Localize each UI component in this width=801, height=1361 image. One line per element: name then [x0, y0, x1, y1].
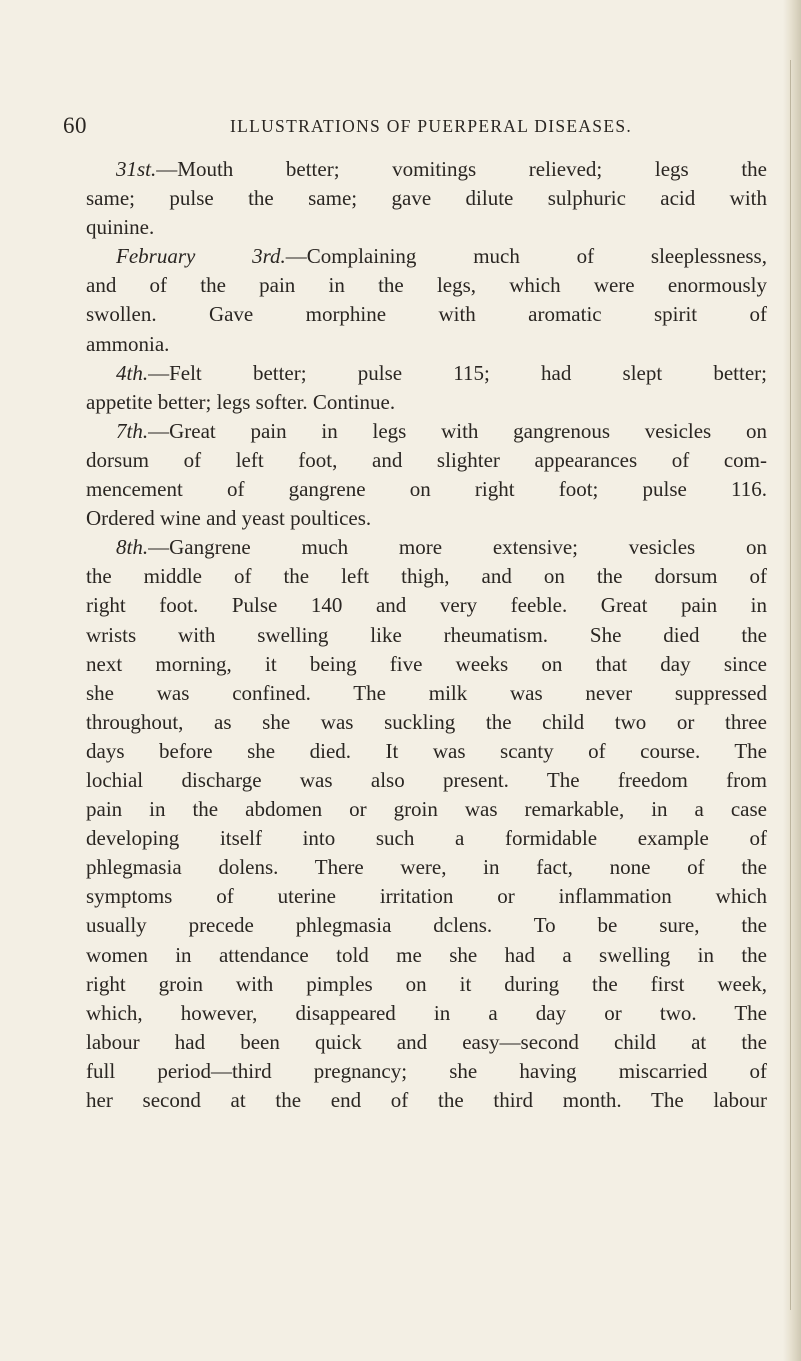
line-text: swollen. Gave morphine with aromatic spirit of	[86, 302, 767, 327]
line-text: —Complaining much of sleeplessness,	[285, 244, 767, 269]
text-line	[86, 388, 767, 417]
text-line	[86, 330, 767, 359]
text-line	[86, 970, 767, 999]
text-line	[86, 1057, 767, 1086]
text-line	[86, 650, 767, 679]
text-line	[86, 184, 767, 213]
line-text: developing itself into such a formidable example of	[86, 826, 767, 851]
text-line	[86, 882, 767, 911]
line-text: usually precede phlegmasia dclens. To be sure, the	[86, 913, 767, 938]
line-text: symptoms of uterine irritation or inflammation which	[86, 884, 767, 909]
entry-date: February 3rd.	[116, 244, 286, 269]
page-edge-line	[790, 60, 791, 1310]
text-line	[86, 737, 767, 766]
line-text: women in attendance told me she had a swelling in the	[86, 942, 767, 967]
line-text: —Felt better; pulse 115; had slept better;	[148, 360, 767, 385]
page-header	[63, 113, 703, 143]
text-line	[86, 941, 767, 970]
text-line	[86, 795, 767, 824]
text-line	[86, 999, 767, 1028]
text-line	[86, 708, 767, 737]
line-text: same; pulse the same; gave dilute sulphuric acid with	[86, 186, 767, 211]
entry-date: 7th.	[116, 418, 149, 443]
text-line	[86, 1028, 767, 1057]
line-text: full period—third pregnancy; she having miscarried of	[86, 1058, 767, 1083]
line-text: her second at the end of the third month. The labour	[86, 1088, 767, 1112]
line-text: pain in the abdomen or groin was remarkable, in a case	[86, 797, 767, 822]
line-text: days before she died. It was scanty of course. The	[86, 738, 767, 763]
line-text: Ordered wine and yeast poultices.	[86, 506, 372, 531]
line-text: ammonia.	[86, 331, 170, 356]
line-text: next morning, it being five weeks on that day since	[86, 651, 767, 676]
line-text: she was confined. The milk was never suppressed	[86, 680, 767, 705]
line-text: —Mouth better; vomitings relieved; legs the	[156, 157, 767, 181]
text-line	[86, 591, 767, 620]
entry-date: 31st.	[116, 157, 157, 181]
text-line	[86, 242, 767, 271]
text-line	[86, 766, 767, 795]
text-line	[86, 824, 767, 853]
text-line	[86, 475, 767, 504]
text-line	[86, 300, 767, 329]
text-line	[86, 562, 767, 591]
text-line	[86, 155, 767, 184]
line-text: right groin with pimples on it during the first week,	[86, 971, 767, 996]
line-text: right foot. Pulse 140 and very feeble. Great pain in	[86, 593, 767, 618]
page-edge-shadow	[783, 0, 801, 1361]
text-line	[86, 213, 767, 242]
text-line	[86, 1086, 767, 1115]
line-text: throughout, as she was suckling the child two or three	[86, 709, 767, 734]
text-line	[86, 853, 767, 882]
line-text: which, however, disappeared in a day or two. The	[86, 1000, 767, 1025]
line-text: and of the pain in the legs, which were enormously	[86, 273, 767, 298]
line-text: appetite better; legs softer. Continue.	[86, 389, 396, 414]
line-text: wrists with swelling like rheumatism. She died the	[86, 622, 767, 647]
running-head: ILLUSTRATIONS OF PUERPERAL DISEASES.	[230, 116, 633, 136]
entry-date: 4th.	[116, 360, 149, 385]
entry-date: 8th.	[116, 535, 149, 560]
line-text: lochial discharge was also present. The freedom from	[86, 767, 767, 792]
text-line	[86, 359, 767, 388]
line-text: dorsum of left foot, and slighter appearances of com-	[86, 447, 767, 472]
line-text: phlegmasia dolens. There were, in fact, none of the	[86, 855, 767, 880]
line-text: mencement of gangrene on right foot; pulse 116.	[86, 477, 767, 502]
text-line	[86, 271, 767, 300]
text-line	[86, 621, 767, 650]
text-line	[86, 533, 767, 562]
line-text: labour had been quick and easy—second child at the	[86, 1029, 767, 1054]
text-line	[86, 679, 767, 708]
text-line	[86, 417, 767, 446]
text-line	[86, 446, 767, 475]
page-number: 60	[63, 113, 87, 138]
line-text: —Gangrene much more extensive; vesicles on	[148, 535, 767, 560]
text-line	[86, 911, 767, 940]
body-text	[86, 155, 767, 1115]
line-text: —Great pain in legs with gangrenous vesicles on	[148, 418, 767, 443]
line-text: quinine.	[86, 215, 155, 240]
text-line	[86, 504, 767, 533]
line-text: the middle of the left thigh, and on the dorsum of	[86, 564, 767, 589]
